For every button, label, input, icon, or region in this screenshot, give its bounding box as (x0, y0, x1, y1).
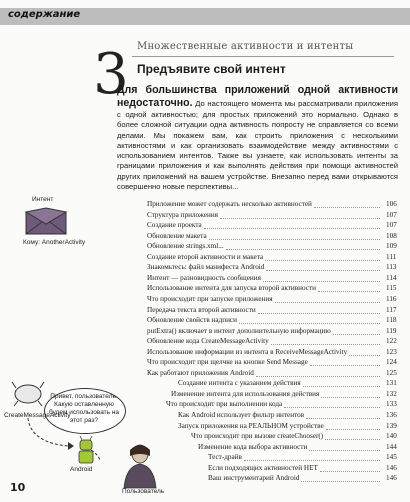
toc-row (0, 473, 410, 484)
toc-entry-page: 114 (386, 273, 397, 282)
toc-entry-title: Создание второй активности и макета (147, 252, 264, 261)
toc-entry-title: Что происходит при вызове createChooser() (191, 432, 324, 441)
toc-entry-page: 125 (386, 368, 397, 377)
toc-leader-dots (309, 450, 380, 451)
toc-entry-title: Знакомьтесь: файл манифеста Android (147, 263, 265, 272)
toc-leader-dots (258, 313, 380, 314)
toc-entry-title: Изменение кода выбора активности (198, 442, 308, 451)
toc-leader-dots (349, 355, 380, 356)
toc-leader-dots (318, 291, 380, 292)
create-activity-label: CreateMessageActivity (4, 412, 71, 419)
toc-entry-page: 113 (386, 263, 397, 272)
toc-entry-title: Обновление макета (147, 231, 207, 240)
toc-entry-page: 116 (386, 294, 397, 303)
toc-entry-page: 133 (386, 400, 397, 409)
intent-label: Интент (32, 196, 54, 203)
toc-leader-dots (265, 260, 380, 261)
toc-entry-page: 107 (386, 210, 397, 219)
toc-entry-title: Интент — разновидность сообщения (147, 273, 261, 282)
toc-entry-page: 136 (386, 411, 397, 419)
toc-row (0, 294, 410, 305)
toc-entry-page: 118 (386, 316, 397, 325)
toc-entry-title: Что происходит при выполнении кода (166, 400, 283, 409)
toc-row (0, 410, 410, 421)
chapter-heading: Предъявите свой интент (137, 62, 286, 76)
toc-row (0, 283, 410, 294)
toc-entry-page: 144 (386, 442, 397, 451)
toc-row (0, 315, 410, 326)
toc-leader-dots (303, 386, 380, 387)
toc-leader-dots (226, 249, 380, 250)
toc-entry-title: Если подходящих активностей НЕТ (208, 463, 318, 472)
toc-entry-page: 111 (386, 252, 397, 261)
toc-row (0, 336, 410, 347)
toc-leader-dots (256, 376, 380, 377)
toc-leader-dots (284, 407, 380, 408)
toc-entry-title: Ваш инструментарий Android (208, 474, 300, 483)
toc-row (0, 220, 410, 231)
toc-row (0, 347, 410, 358)
android-label: Android (70, 466, 93, 473)
toc-entry-page: 119 (386, 326, 397, 335)
toc-entry-page: 117 (386, 305, 397, 314)
toc-entry-page: 123 (386, 347, 397, 356)
toc-entry-title: Как Android использует фильтр интентов (178, 411, 305, 419)
toc-leader-dots (271, 344, 380, 345)
toc-row (0, 452, 410, 463)
toc-leader-dots (325, 439, 380, 440)
toc-row (0, 368, 410, 379)
toc-entry-page: 109 (386, 242, 397, 251)
toc-leader-dots (333, 334, 380, 335)
chapter-title: Множественные активности и интенты (137, 41, 354, 52)
toc-entry-title: putExtra() включает в интент дополнительную информацию (147, 326, 331, 335)
toc-entry-title: Как работают приложения Android (147, 368, 254, 377)
toc-leader-dots (320, 471, 380, 472)
toc-entry-title: Запуск приложения на РЕАЛЬНОМ устройстве (178, 421, 324, 430)
toc-row (0, 399, 410, 410)
toc-row (0, 442, 410, 453)
toc-leader-dots (209, 239, 380, 240)
chapter-number: 3 (93, 42, 129, 107)
toc-entry-page: 140 (386, 432, 397, 441)
toc-leader-dots (310, 365, 380, 366)
toc-leader-dots (326, 429, 380, 430)
toc-row (0, 305, 410, 316)
toc-row (0, 231, 410, 242)
toc-row (0, 241, 410, 252)
intent-recipient-label: Кому: AnotherActivity (23, 239, 86, 246)
toc-entry-page: 146 (386, 474, 397, 483)
toc-row (0, 421, 410, 432)
toc-entry-page: 131 (386, 379, 397, 388)
toc-row (0, 326, 410, 337)
toc-row (0, 389, 410, 400)
toc-entry-page: 139 (386, 421, 397, 430)
section-header-label: содержание (8, 9, 81, 20)
toc-entry-title: Обновление свойств надписи (147, 316, 237, 325)
toc-entry-page: 146 (386, 463, 397, 472)
toc-leader-dots (204, 228, 380, 229)
toc-leader-dots (321, 397, 380, 398)
toc-row (0, 199, 410, 210)
toc-entry-title: Использование интента для запуска второй активности (147, 284, 316, 293)
toc-entry-title: Что происходит при щелчке на кнопке Send Message (147, 358, 308, 367)
toc-entry-title: Тест-драйв (208, 453, 242, 462)
toc-row (0, 210, 410, 221)
intro-body: До настоящего момента мы рассматривали приложения с одной активностью; для простых приложений это нормально. Однако в более сложной ситуации одна активность попросту не справляется со всеми делами. Мы покажем вам, как строить приложения с несколькими активностями и как организовать взаимодействие между активностями с использованием интентов. Также вы узнаете, как использовать интенты за границами приложения и как выполнять действия при помощи активностей других приложений на вашем устройстве. Внезапно перед вами открываются совершенно новые перспективы... (117, 99, 398, 192)
toc-leader-dots (301, 481, 380, 482)
user-label: Пользователь (122, 488, 165, 495)
toc-entry-page: 108 (386, 231, 397, 240)
toc-leader-dots (220, 218, 380, 219)
toc-entry-title: Использование информации из интента в ReceiveMessageActivity (147, 347, 348, 356)
page-number: 10 (10, 481, 26, 494)
speech-bubble-text: Привет, пользователь. Какую оставленную будем использовать на этот раз? (48, 393, 120, 424)
toc-leader-dots (275, 302, 380, 303)
toc-row (0, 378, 410, 389)
toc-entry-title: Приложение может содержать несколько активностей (147, 200, 312, 208)
toc-entry-title: Изменение интента для использования действия (171, 389, 320, 398)
toc-leader-dots (239, 323, 380, 324)
toc-leader-dots (263, 281, 380, 282)
toc-entry-title: Обновление strings.xml... (147, 242, 224, 251)
toc-row (0, 463, 410, 474)
toc-leader-dots (314, 207, 380, 208)
toc-entry-title: Создание проекта (147, 221, 202, 230)
toc-entry-title: Структура приложения (147, 210, 218, 219)
toc-row (0, 252, 410, 263)
toc-entry-page: 132 (386, 389, 397, 398)
toc-row (0, 431, 410, 442)
toc-leader-dots (306, 418, 380, 419)
intro-lead: Для большинства приложений одной активности недостаточно. (117, 84, 398, 109)
toc-leader-dots (266, 270, 380, 271)
toc-entry-title: Обновление кода CreateMessageActivity (147, 337, 269, 346)
toc-entry-page: 124 (386, 358, 397, 367)
toc-entry-page: 115 (386, 284, 397, 293)
toc-entry-page: 106 (386, 200, 397, 208)
toc-entry-title: Что происходит при запуске приложения (147, 294, 273, 303)
toc-leader-dots (244, 460, 380, 461)
toc-row (0, 262, 410, 273)
toc-row (0, 357, 410, 368)
toc-entry-page: 107 (386, 221, 397, 230)
toc-entry-page: 145 (386, 453, 397, 462)
toc-entry-title: Передача текста второй активности (147, 305, 256, 314)
toc-entry-title: Создание интента с указанием действия (178, 379, 301, 388)
toc-entry-page: 122 (386, 337, 397, 346)
toc-row (0, 273, 410, 284)
